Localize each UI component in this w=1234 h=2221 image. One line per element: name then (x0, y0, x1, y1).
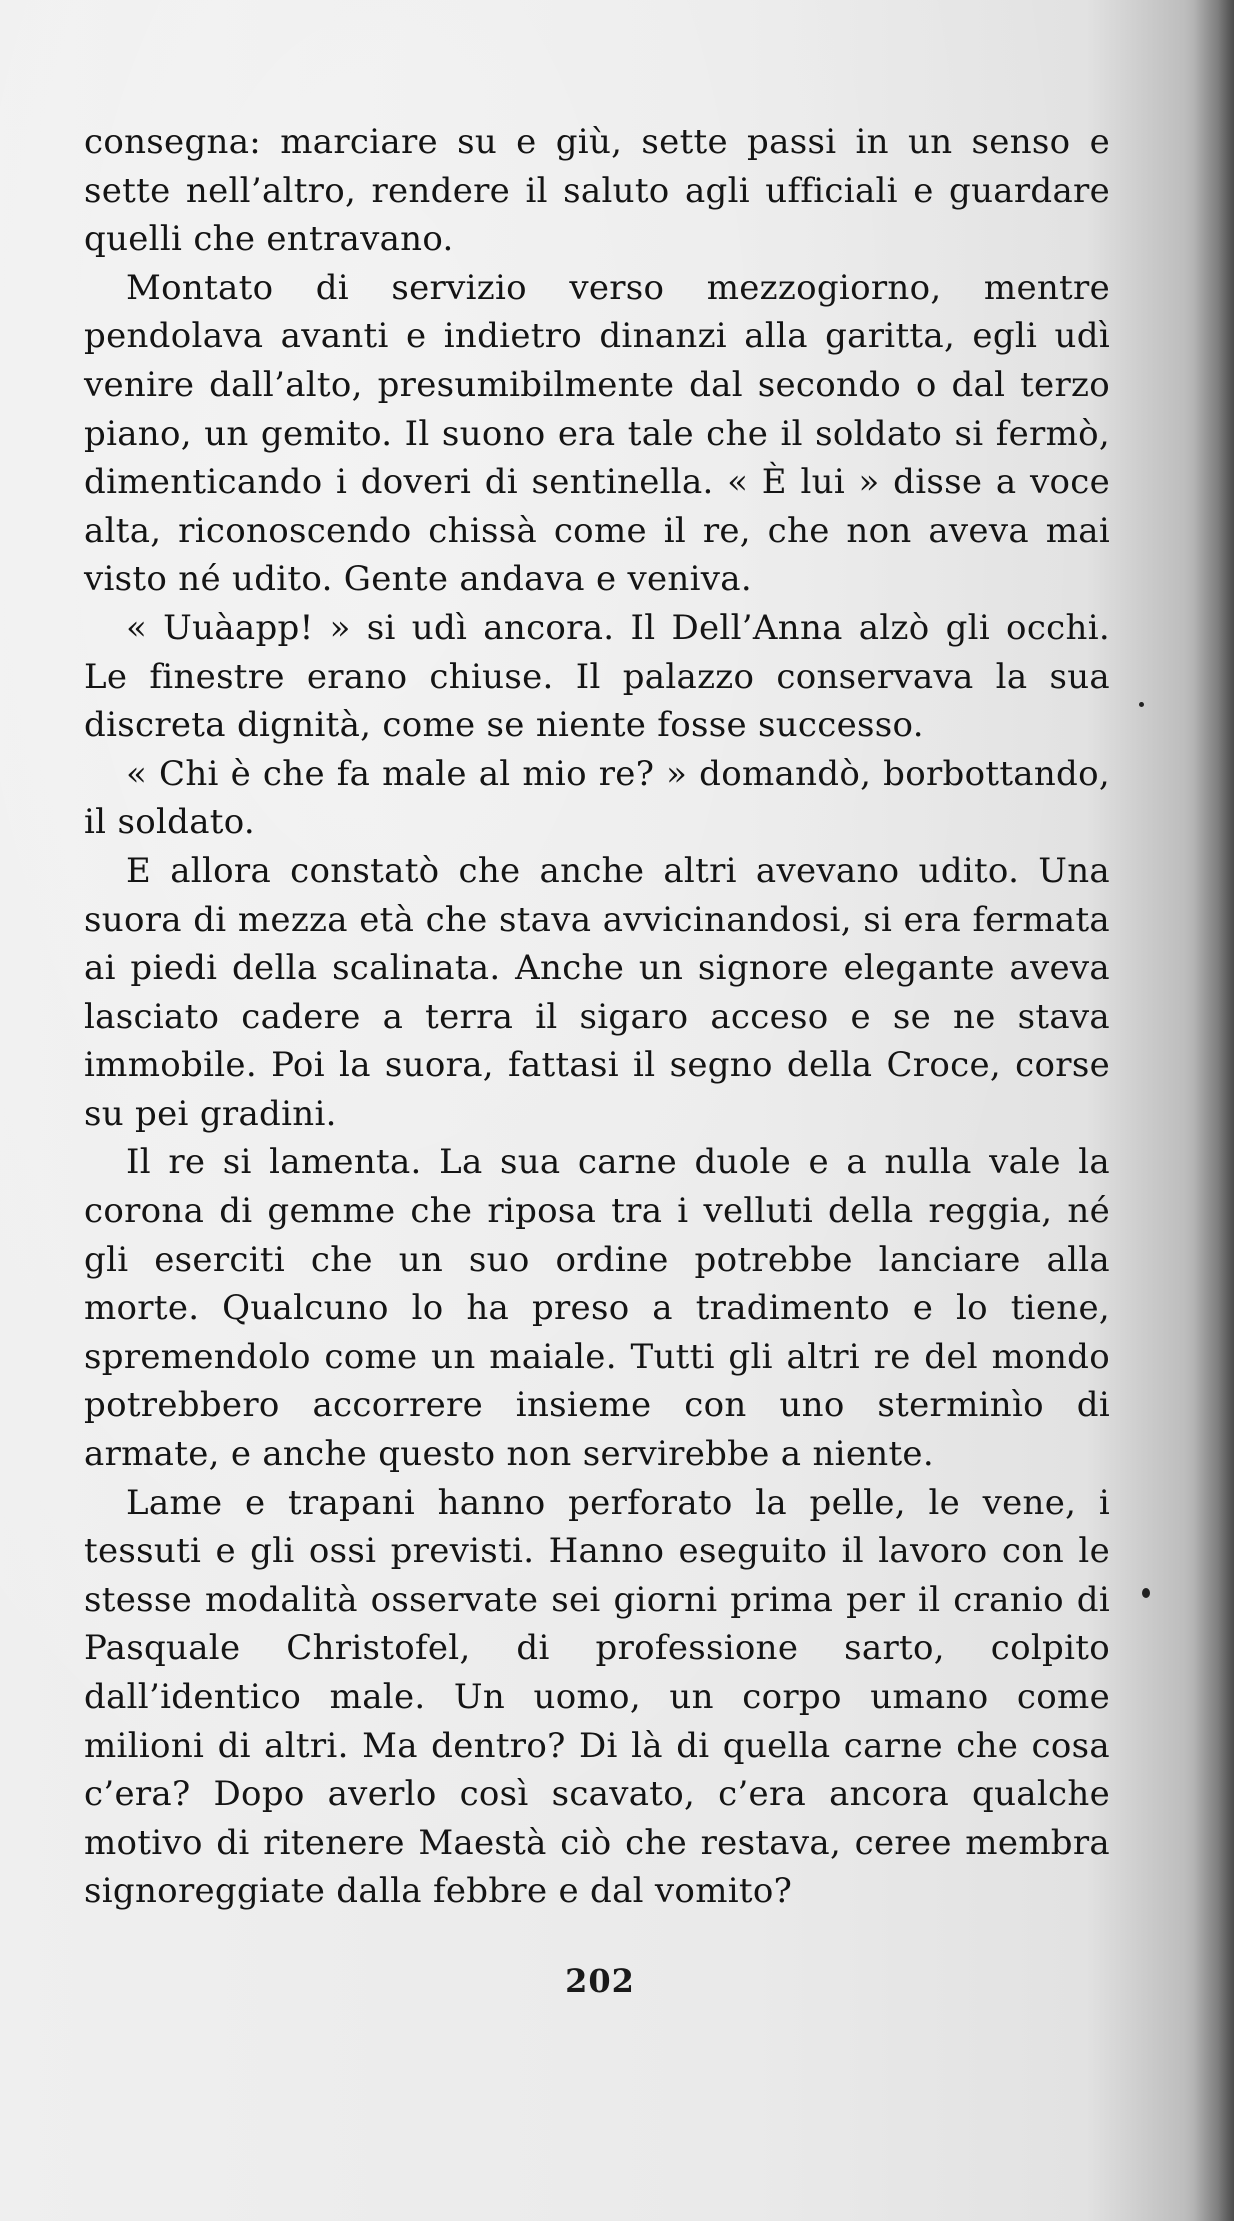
paragraph-king-suffers: Il re si lamenta. La sua carne duole e a nulla vale la corona di gemme che riposa tra i velluti della reggia, né gli eserciti che un suo ordine potrebbe lanciare alla morte. Qualcuno lo ha preso a tradimento e lo tiene, spremendolo come un maiale. Tutti gli altri re del mondo potrebbero accorrere insieme con uno sterminìo di armate, e anche questo non servirebbe a niente. (84, 1142, 1110, 1475)
paragraph-soldier-question: « Chi è che fa male al mio re? » domandò, borbottando, il soldato. (84, 753, 1110, 843)
page-edge-shadow (1194, 0, 1234, 2221)
paragraph-soldier-duty: Montato di servizio verso mezzogiorno, mentre pendolava avanti e indietro dinanzi alla garitta, egli udì venire dall’alto, presumibilmente dal secondo o dal terzo piano, un gemito. Il suono era tale che il soldato si fermò, dimenticando i doveri di sentinella. « È lui » disse a voce alta, riconoscendo chissà come il re, che non aveva mai visto né udito. Gente andava e veniva. (84, 267, 1110, 600)
ink-speck (1139, 702, 1144, 707)
paragraph-cry: « Uuàapp! » si udì ancora. Il Dell’Anna alzò gli occhi. Le finestre erano chiuse. Il palazzo conservava la sua discreta dignità, come se niente fosse successo. (84, 607, 1110, 746)
body-text (84, 118, 1110, 1916)
page-number: 202 (565, 1962, 635, 2000)
paragraph-surgery: Lame e trapani hanno perforato la pelle, le vene, i tessuti e gli ossi previsti. Hanno eseguito il lavoro con le stesse modalità osservate sei giorni prima per il cranio di Pasquale Christofel, di professione sarto, colpito dall’identico male. Un uomo, un corpo umano come milioni di altri. Ma dentro? Di là di quella carne che cosa c’era? Dopo averlo così scavato, c’era ancora qualche motivo di ritenere Maestà ciò che restava, ceree membra signoreggiate dalla febbre e dal vomito? (84, 1482, 1110, 1912)
paragraph-continuation: consegna: marciare su e giù, sette passi in un senso e sette nell’altro, rendere il saluto agli ufficiali e guardare quelli che entravano. (84, 122, 1110, 260)
paragraph-witnesses: E allora constatò che anche altri avevano udito. Una suora di mezza età che stava avvicinandosi, si era fermata ai piedi della scalinata. Anche un signore elegante aveva lasciato cadere a terra il sigaro acceso e se ne stava immobile. Poi la suora, fattasi il segno della Croce, corse su pei gradini. (84, 850, 1110, 1134)
ink-speck (1142, 1588, 1150, 1598)
